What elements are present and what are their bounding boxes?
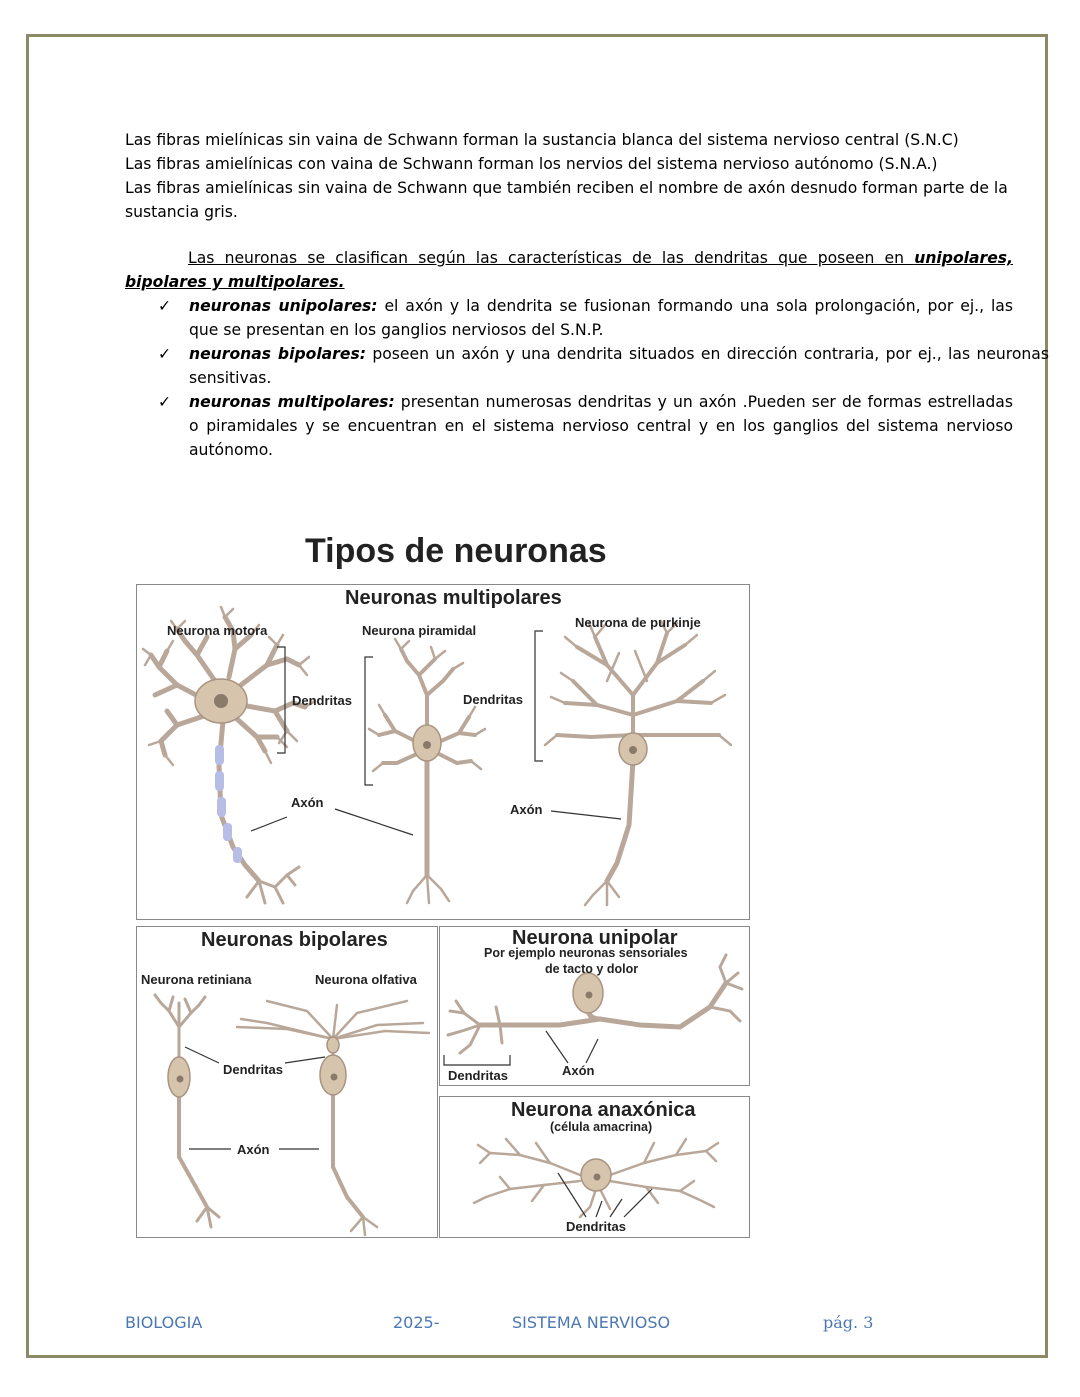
olfactory-neuron-axon — [333, 1081, 363, 1217]
pyramidal-neuron-label: Neurona piramidal — [362, 623, 477, 638]
myelin-sheath — [215, 745, 242, 863]
dendrites-label-1: Dendritas — [292, 693, 352, 708]
paragraph-1: Las fibras mielínicas sin vaina de Schwann forman la sustancia blanca del sistema nervioso central (S.N.C) — [125, 131, 959, 149]
classification-terms: unipolares, bipolares y multipolares — [125, 249, 1013, 291]
multipolar-title: Neuronas multipolares — [345, 587, 562, 609]
purkinje-neuron-axon — [607, 761, 633, 881]
unipolar-title: Neurona unipolar — [512, 927, 678, 949]
list-item-multipolar: ✓ neuronas multipolares: presentan numerosas dendritas y un axón .Pueden ser de formas estrelladas o piramidales y se encuentran en el sistema nervioso central y en los ganglios del sistema nervioso autónomo. — [189, 390, 1013, 462]
unipolar-subtitle-1: Por ejemplo neuronas sensoriales — [484, 946, 688, 960]
unipolar-subtitle-2: de tacto y dolor — [545, 962, 639, 976]
footer-subject: BIOLOGIA — [125, 1313, 203, 1332]
footer-year: 2025- — [393, 1313, 440, 1332]
paragraph-3: Las fibras amielínicas sin vaina de Schwann que también reciben el nombre de axón desnudo forman parte de la sustancia gris. — [125, 179, 1008, 221]
footer-topic: SISTEMA NERVIOSO — [512, 1313, 671, 1332]
retinal-neuron-axon — [179, 1095, 207, 1207]
page-number: pág. 3 — [823, 1313, 874, 1332]
retinal-neuron-label: Neurona retiniana — [141, 972, 252, 987]
body-text — [125, 128, 1049, 462]
anaxonic-subtitle: (célula amacrina) — [550, 1120, 653, 1134]
axon-label-1: Axón — [291, 795, 324, 810]
bipolar-panel — [136, 926, 438, 1238]
paragraph-2: Las fibras amielínicas con vaina de Schwann forman los nervios del sistema nervioso autónomo (S.N.A.) — [125, 155, 938, 173]
check-icon: ✓ — [158, 297, 172, 315]
purkinje-neuron-dendrites — [557, 633, 719, 737]
axon-label: Axón — [237, 1142, 270, 1157]
list-item-bipolar: ✓ neuronas bipolares: poseen un axón y una dendrita situados en dirección contraria, por ej., las neuronas sensitivas. — [189, 342, 1049, 390]
anaxonic-title: Neurona anaxónica — [511, 1099, 696, 1121]
bipolar-title: Neuronas bipolares — [201, 929, 388, 951]
purkinje-neuron-label: Neurona de purkinje — [575, 615, 701, 630]
classification-intro: Las neuronas se clasifican según las características de las dendritas que poseen en unipolares, bipolares y multipolares. — [125, 249, 1013, 291]
anaxonic-panel — [439, 1096, 750, 1238]
dendrites-label: Dendritas — [448, 1068, 508, 1083]
figure-title: Tipos de neuronas — [305, 532, 607, 570]
motor-neuron-label: Neurona motora — [167, 623, 268, 638]
axon-label-2: Axón — [510, 802, 543, 817]
retinal-neuron-dendrites — [155, 995, 219, 1227]
unipolar-panel — [439, 926, 750, 1086]
dendrites-label-2: Dendritas — [463, 692, 523, 707]
dendrites-label: Dendritas — [566, 1219, 626, 1234]
multipolar-panel — [136, 584, 750, 920]
olfactory-neuron-label: Neurona olfativa — [315, 972, 417, 987]
dendrites-label: Dendritas — [223, 1062, 283, 1077]
axon-label: Axón — [562, 1063, 595, 1078]
list-item-unipolar: ✓ neuronas unipolares: el axón y la dendrita se fusionan formando una sola prolongación, por ej., las que se presentan en los ganglios nerviosos del S.N.P. — [189, 294, 1013, 342]
neuron-types-list — [125, 294, 1049, 462]
check-icon: ✓ — [158, 345, 172, 363]
check-icon: ✓ — [158, 393, 172, 411]
